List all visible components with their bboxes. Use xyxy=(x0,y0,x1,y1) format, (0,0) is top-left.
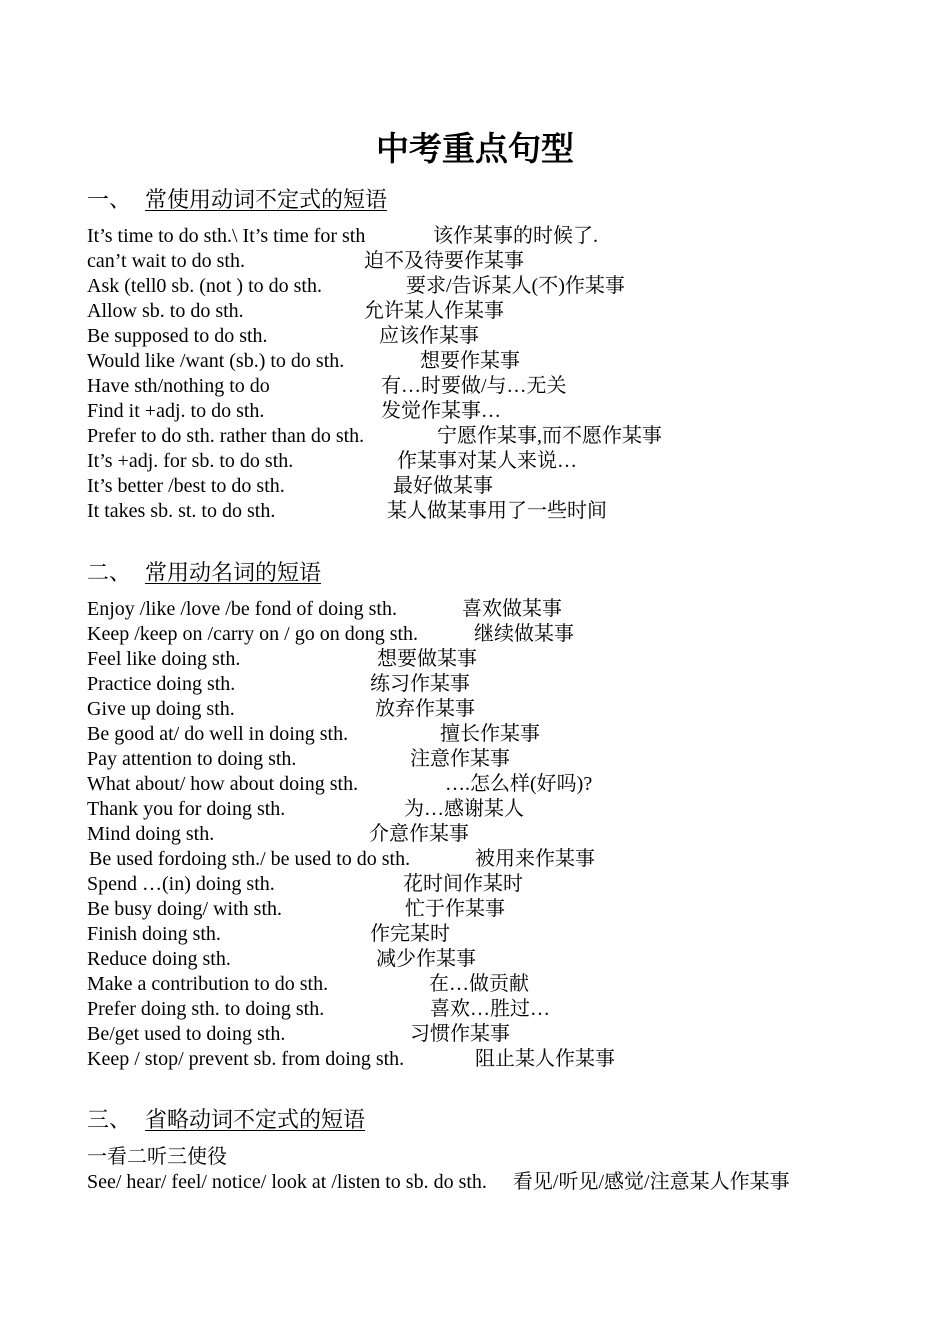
phrase-zh: 宁愿作某事,而不愿作某事 xyxy=(437,425,662,447)
phrase-zh: 该作某事的时候了. xyxy=(433,225,598,247)
list-item xyxy=(87,972,877,997)
phrase-en: It’s +adj. for sb. to do sth. xyxy=(87,450,294,472)
phrase-en: Prefer doing sth. to doing sth. xyxy=(87,998,325,1020)
phrase-en: Be/get used to doing sth. xyxy=(87,1023,286,1045)
list-item xyxy=(87,349,877,374)
section-name: 常使用动词不定式的短语 xyxy=(145,187,388,212)
phrase-zh: 应该作某事 xyxy=(379,325,479,347)
list-item xyxy=(87,822,877,847)
phrase-en: Pay attention to doing sth. xyxy=(87,748,297,770)
phrase-zh: 习惯作某事 xyxy=(410,1023,510,1045)
phrase-en: Reduce doing sth. xyxy=(87,948,231,970)
list-item xyxy=(87,299,877,324)
phrase-zh: 看见/听见/感觉/注意某人作某事 xyxy=(512,1171,790,1193)
list-item xyxy=(87,424,877,449)
phrase-en: Allow sb. to do sth. xyxy=(87,300,244,322)
section-heading-1 xyxy=(87,185,387,215)
phrase-zh: 擅长作某事 xyxy=(440,723,540,745)
section-heading-2 xyxy=(87,558,321,588)
list-item xyxy=(87,747,877,772)
list-item xyxy=(87,697,877,722)
list-item xyxy=(87,997,877,1022)
phrase-zh: 想要做某事 xyxy=(377,648,477,670)
phrase-zh: 迫不及待要作某事 xyxy=(364,250,524,272)
phrase-en: Be busy doing/ with sth. xyxy=(87,898,283,920)
phrase-zh: 放弃作某事 xyxy=(375,698,475,720)
phrase-zh: 注意作某事 xyxy=(410,748,510,770)
phrase-zh: 被用来作某事 xyxy=(475,848,595,870)
phrase-en: Find it +adj. to do sth. xyxy=(87,400,265,422)
phrase-en: Finish doing sth. xyxy=(87,923,221,945)
phrase-zh: 喜欢做某事 xyxy=(462,598,562,620)
phrase-en: Prefer to do sth. rather than do sth. xyxy=(87,425,365,447)
phrase-zh: 练习作某事 xyxy=(370,673,470,695)
list-item xyxy=(87,224,877,249)
phrase-zh: 要求/告诉某人(不)作某事 xyxy=(406,275,625,297)
phrase-zh: 最好做某事 xyxy=(393,475,493,497)
phrase-en: Practice doing sth. xyxy=(87,673,236,695)
phrase-en: Ask (tell0 sb. (not ) to do sth. xyxy=(87,275,322,297)
section-number: 三、 xyxy=(87,1107,132,1132)
list-item xyxy=(87,374,877,399)
list-item xyxy=(87,797,877,822)
phrase-en: It’s time to do sth.\ It’s time for sth xyxy=(87,225,366,247)
list-item xyxy=(87,274,877,299)
phrase-en: Mind doing sth. xyxy=(87,823,215,845)
phrase-en: Keep / stop/ prevent sb. from doing sth. xyxy=(87,1048,405,1070)
phrase-en: Be supposed to do sth. xyxy=(87,325,268,347)
list-item xyxy=(87,647,877,672)
section-name: 常用动名词的短语 xyxy=(145,560,322,585)
phrase-zh: 喜欢…胜过… xyxy=(430,998,550,1020)
list-item xyxy=(87,249,877,274)
phrase-zh: 在…做贡献 xyxy=(429,973,529,995)
list-item xyxy=(87,897,877,922)
phrase-en: It takes sb. st. to do sth. xyxy=(87,500,276,522)
phrase-zh: 继续做某事 xyxy=(474,623,574,645)
phrase-en: Have sth/nothing to do xyxy=(87,375,270,397)
phrase-zh: 减少作某事 xyxy=(376,948,476,970)
phrase-en: can’t wait to do sth. xyxy=(87,250,245,272)
section-intro: 一看二听三使役 xyxy=(87,1146,227,1168)
phrase-en: Thank you for doing sth. xyxy=(87,798,286,820)
phrase-zh: 花时间作某时 xyxy=(403,873,523,895)
phrase-en: Spend …(in) doing sth. xyxy=(87,873,275,895)
list-item xyxy=(87,672,877,697)
list-item xyxy=(87,499,877,524)
list-item xyxy=(87,947,877,972)
phrase-zh: 介意作某事 xyxy=(369,823,469,845)
phrase-zh: 作某事对某人来说… xyxy=(397,450,577,472)
list-item xyxy=(87,449,877,474)
phrase-zh: 允许某人作某事 xyxy=(364,300,504,322)
phrase-zh: 忙于作某事 xyxy=(405,898,505,920)
phrase-zh: 有…时要做/与…无关 xyxy=(381,375,567,397)
list-item xyxy=(87,399,877,424)
list-item xyxy=(87,622,877,647)
phrase-en: What about/ how about doing sth. xyxy=(87,773,359,795)
section-name: 省略动词不定式的短语 xyxy=(145,1107,366,1132)
phrase-en: Feel like doing sth. xyxy=(87,648,241,670)
phrase-zh: 阻止某人作某事 xyxy=(475,1048,615,1070)
phrase-en: Enjoy /like /love /be fond of doing sth. xyxy=(87,598,397,620)
list-item xyxy=(87,474,877,499)
list-item xyxy=(87,722,877,747)
phrase-en: Would like /want (sb.) to do sth. xyxy=(87,350,345,372)
phrase-en: It’s better /best to do sth. xyxy=(87,475,285,497)
list-item xyxy=(87,1022,877,1047)
list-item xyxy=(87,597,877,622)
list-item xyxy=(87,1170,865,1195)
phrase-zh: 作完某时 xyxy=(370,923,450,945)
phrase-zh: 想要作某事 xyxy=(420,350,520,372)
section-heading-3 xyxy=(87,1105,365,1135)
list-item xyxy=(87,872,877,897)
phrase-en: Be good at/ do well in doing sth. xyxy=(87,723,349,745)
section-number: 一、 xyxy=(87,187,132,212)
page-title: 中考重点句型 xyxy=(376,129,574,168)
phrase-zh: 为…感谢某人 xyxy=(404,798,524,820)
list-item xyxy=(87,1047,877,1072)
phrase-en: See/ hear/ feel/ notice/ look at /listen to sb. do sth. xyxy=(87,1171,487,1193)
phrase-zh: 发觉作某事… xyxy=(381,400,501,422)
list-item xyxy=(87,847,877,872)
list-item xyxy=(87,324,877,349)
phrase-zh: 某人做某事用了一些时间 xyxy=(387,500,607,522)
list-item xyxy=(87,922,877,947)
phrase-en: Be used fordoing sth./ be used to do sth. xyxy=(89,848,411,870)
phrase-en: Give up doing sth. xyxy=(87,698,235,720)
phrase-zh: ….怎么样(好吗)? xyxy=(445,773,593,795)
phrase-en: Make a contribution to do sth. xyxy=(87,973,329,995)
list-item xyxy=(87,772,877,797)
section-number: 二、 xyxy=(87,560,132,585)
phrase-en: Keep /keep on /carry on / go on dong sth. xyxy=(87,623,419,645)
